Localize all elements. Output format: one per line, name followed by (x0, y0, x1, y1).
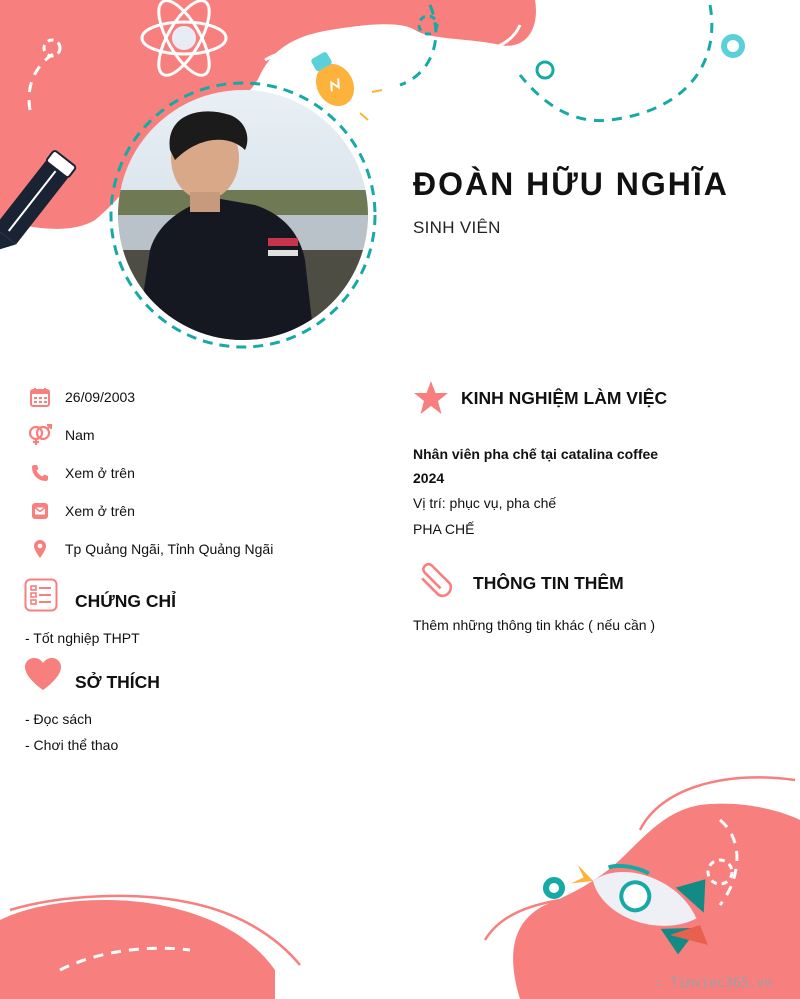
ring-icon (724, 37, 742, 55)
hobbies-title: SỞ THÍCH (75, 672, 160, 692)
certificate-item: - Tốt nghiệp THPT (25, 630, 140, 646)
address-value: Tp Quảng Ngãi, Tỉnh Quảng Ngãi (65, 541, 274, 557)
address-row (28, 536, 273, 562)
checklist-icon (24, 578, 58, 617)
email-icon (28, 499, 52, 523)
gender-row (28, 422, 95, 448)
email-value: Xem ở trên (65, 503, 135, 519)
phone-icon (28, 461, 52, 485)
hobby-item: - Đọc sách (25, 711, 92, 727)
star-icon (413, 380, 449, 421)
experience-title: KINH NGHIỆM LÀM VIỆC (461, 388, 668, 408)
experience-year: 2024 (413, 470, 445, 486)
certificates-title: CHỨNG CHỈ (75, 591, 177, 611)
experience-description: PHA CHẾ (413, 521, 475, 537)
additional-info-title: THÔNG TIN THÊM (473, 573, 624, 593)
hobby-item: - Chơi thể thao (25, 737, 119, 753)
heart-icon (24, 657, 62, 696)
gender-value: Nam (65, 427, 95, 443)
experience-heading: Nhân viên pha chế tại catalina coffee (413, 446, 659, 462)
experience-position: Vị trí: phục vụ, pha chế (413, 495, 557, 511)
watermark: ∴ Timviec365.vn (654, 976, 772, 991)
calendar-icon (28, 385, 52, 409)
additional-info-text: Thêm những thông tin khác ( nếu cần ) (413, 617, 656, 633)
gender-icon (28, 423, 52, 447)
lightbulb-icon (302, 47, 361, 113)
location-icon (28, 537, 52, 561)
candidate-name: ĐOÀN HỮU NGHĨA (413, 166, 729, 202)
birthday-value: 26/09/2003 (65, 389, 136, 405)
phone-value: Xem ở trên (65, 465, 135, 481)
email-row (28, 498, 135, 524)
paperclip-icon (415, 561, 459, 608)
ring-icon (546, 880, 562, 896)
birthday-row (28, 384, 135, 410)
job-title: SINH VIÊN (413, 218, 501, 237)
phone-row (28, 460, 135, 486)
